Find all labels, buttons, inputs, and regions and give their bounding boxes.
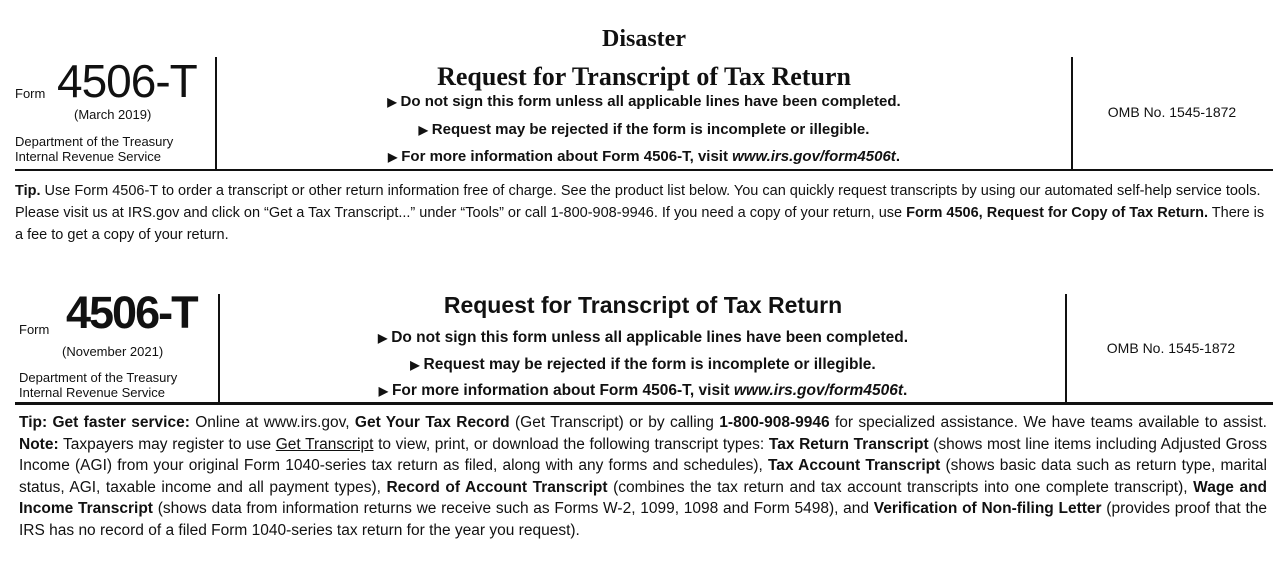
- form-title: Request for Transcript of Tax Return: [443, 292, 843, 318]
- form-number: 4506-T: [57, 55, 197, 107]
- form-number: 4506-T: [66, 287, 197, 338]
- form-label: Form: [19, 322, 50, 337]
- form-title: Request for Transcript of Tax Return: [437, 62, 851, 91]
- agency-line-2: Internal Revenue Service: [15, 149, 161, 164]
- agency-name: [19, 370, 177, 400]
- disaster-heading: Disaster: [602, 26, 686, 52]
- agency-line-1: Department of the Treasury: [19, 370, 178, 385]
- get-transcript-link[interactable]: Get Transcript: [275, 435, 374, 453]
- omb-number: OMB No. 1545-1872: [1107, 104, 1237, 120]
- agency-name: [15, 134, 173, 164]
- header-rule: [15, 169, 1273, 171]
- phone-number: 1-800-908-9946: [719, 414, 830, 431]
- header-divider-left: [215, 57, 217, 169]
- form-label: Form: [15, 86, 46, 101]
- arrow-right-icon: ▶: [378, 384, 388, 398]
- form-revision-date: (November 2021): [62, 344, 164, 359]
- instruction-bullet-2: ▶ Request may be rejected if the form is incomplete or illegible.: [410, 356, 876, 373]
- instruction-bullet-3: ▶ For more information about Form 4506-T, visit www.irs.gov/form4506t.: [388, 148, 900, 165]
- header-rule: [15, 402, 1273, 405]
- irs-link[interactable]: www.irs.gov/form4506t: [733, 382, 903, 399]
- arrow-right-icon: ▶: [410, 358, 420, 372]
- tip-label: Tip.: [15, 183, 41, 199]
- header-divider-left: [218, 294, 220, 402]
- form-revision-date: (March 2019): [74, 107, 152, 122]
- tip-paragraph: Tip. Use Form 4506-T to order a transcript or other return information free of charge. See the product list below. You can quickly request transcripts by using our automated self-help service tools. Please visit us at IRS.gov and click on “Get a Tax Transcript...” under “Tools” or call 1-800-908-9946. If you need a copy of your return, use Form 4506, Request for Copy of Tax Return. There is a fee to get a copy of your return.: [15, 183, 1265, 243]
- instruction-bullet-3: ▶ For more information about Form 4506-T, visit www.irs.gov/form4506t.: [378, 382, 908, 399]
- arrow-right-icon: ▶: [388, 150, 398, 164]
- omb-number: OMB No. 1545-1872: [1106, 340, 1236, 356]
- tip-paragraph: Tip: Get faster service: Online at www.irs.gov, Get Your Tax Record (Get Transcript) or by calling 1-800-908-9946 for specialized assistance. We have teams available to assist. Note: Taxpayers may register to use Get Transcript to view, print, or download the following transcript types: Tax Return Transcript (shows most line items including Adjusted Gross Income (AGI) from your original Form 1040-series tax return as filed, along with any forms and schedules), Tax Account Transcript (shows basic data such as return type, marital status, AGI, taxable income and all payment types), Record of Account Transcript (combines the tax return and tax account transcripts into one complete transcript), Wage and Income Transcript (shows data from information returns we receive such as Forms W-2, 1099, 1098 and Form 5498), and Verification of Non-filing Letter (provides proof that the IRS has no record of a filed Form 1040-series tax return for the year you request).: [19, 414, 1268, 539]
- irs-link[interactable]: www.irs.gov/form4506t: [732, 148, 896, 165]
- arrow-right-icon: ▶: [377, 331, 388, 345]
- arrow-right-icon: ▶: [418, 123, 428, 137]
- tip-label: Tip: Get faster service:: [19, 414, 190, 431]
- instruction-bullet-2: ▶ Request may be rejected if the form is incomplete or illegible.: [418, 121, 870, 138]
- header-divider-right: [1071, 57, 1073, 169]
- agency-line-2: Internal Revenue Service: [19, 385, 165, 400]
- instruction-bullet-1: ▶ Do not sign this form unless all applicable lines have been completed.: [377, 329, 909, 346]
- agency-line-1: Department of the Treasury: [15, 134, 174, 149]
- arrow-right-icon: ▶: [387, 95, 397, 109]
- header-divider-right: [1065, 294, 1067, 402]
- form-4506-reference: Form 4506, Request for Copy of Tax Return.: [906, 205, 1208, 221]
- instruction-bullet-1: ▶ Do not sign this form unless all applicable lines have been completed.: [387, 93, 901, 110]
